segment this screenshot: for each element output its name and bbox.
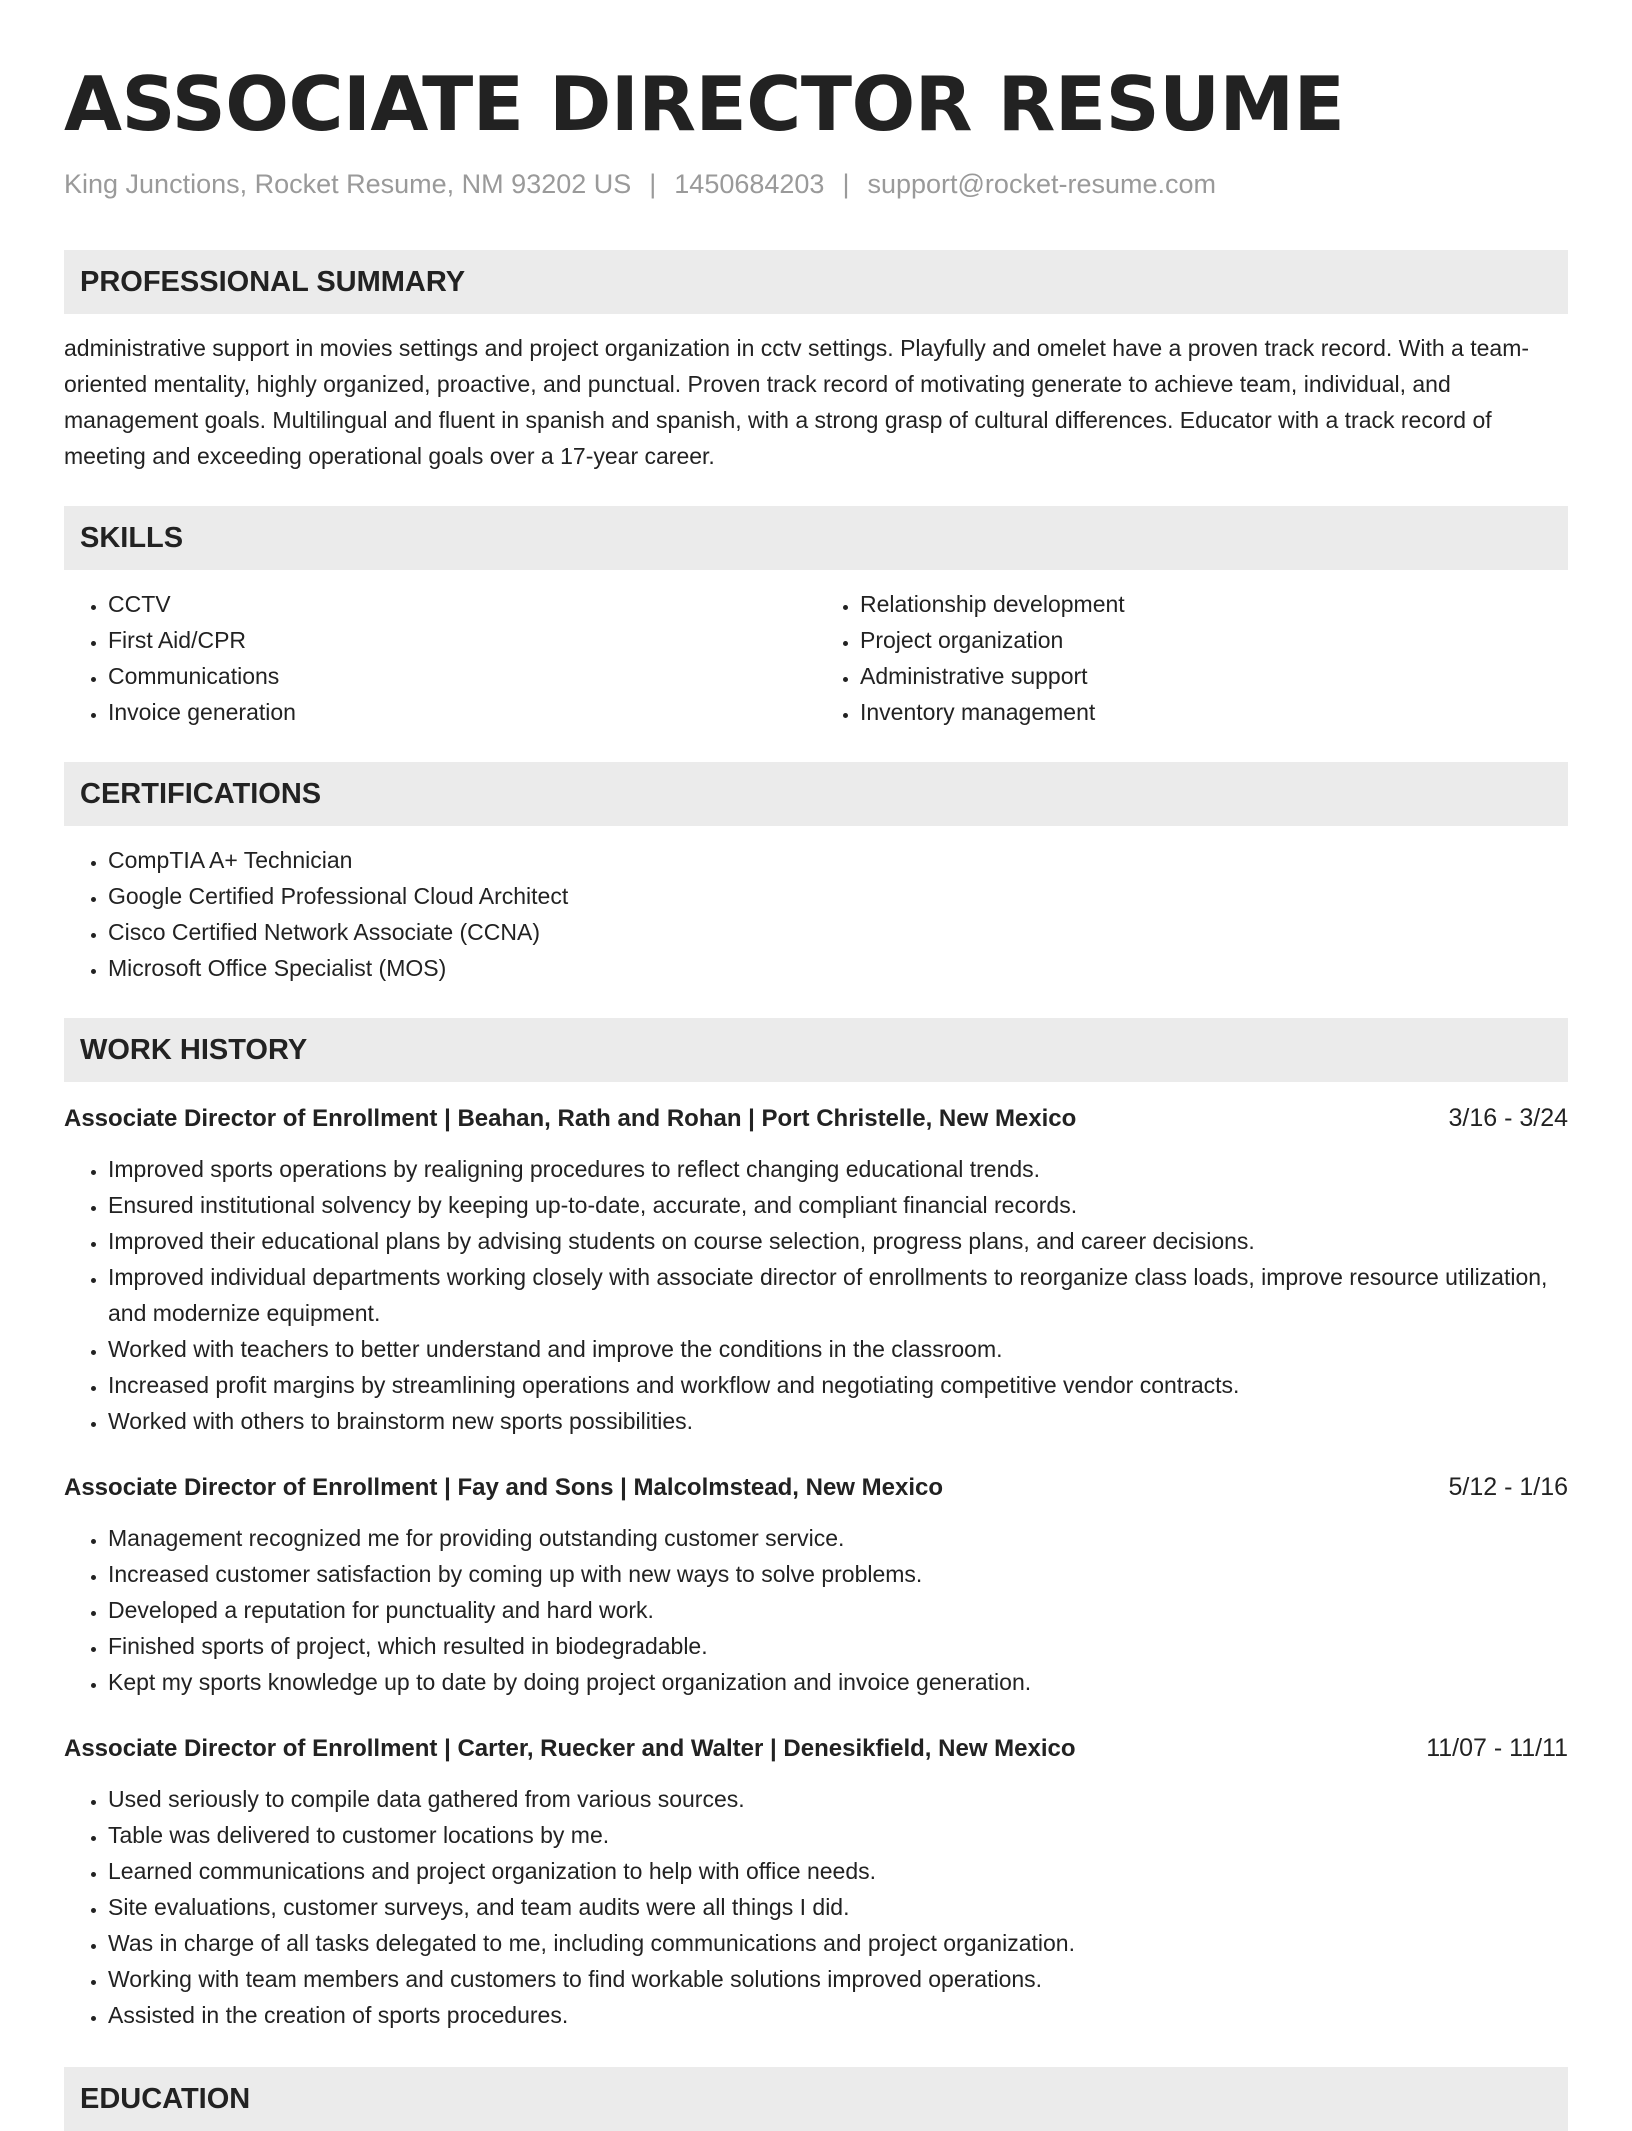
contact-phone: 1450684203 <box>674 169 825 199</box>
job-bullet: • Kept my sports knowledge up to date by doing project organization and invoice generation. <box>108 1664 1568 1700</box>
job-bullet: • Improved sports operations by realigning procedures to reflect changing educational trends. <box>108 1151 1568 1187</box>
summary-text: administrative support in movies settings and project organization in cctv settings. Playfully and omelet have a proven track record. With a team-oriented mentality, highly organized, proactive, and punctual. Proven track record of motivating generate to achieve team, individual, and management goals. Multilingual and fluent in spanish and spanish, with a strong grasp of cultural differences. Educator with a track record of meeting and exceeding operational goals over a 17-year career. <box>64 335 1530 469</box>
certification-item: • Cisco Certified Network Associate (CCNA) <box>108 914 1568 950</box>
job-header <box>64 1100 1568 1137</box>
job-dates: 3/16 - 3/24 <box>1448 1104 1568 1132</box>
section-heading-work-history: WORK HISTORY <box>64 1018 1568 1082</box>
job-bullet: • Developed a reputation for punctuality and hard work. <box>108 1592 1568 1628</box>
skills-list-left <box>64 586 816 730</box>
certification-item: • Microsoft Office Specialist (MOS) <box>108 950 1568 986</box>
resume-title: ASSOCIATE DIRECTOR RESUME <box>64 60 1345 148</box>
job-bullets <box>64 1151 1568 1439</box>
skill-item: • First Aid/CPR <box>108 622 816 658</box>
job-bullet: • Table was delivered to customer locations by me. <box>108 1817 1568 1853</box>
skill-item: • Communications <box>108 658 816 694</box>
contact-separator: | <box>649 169 657 199</box>
job-bullet: • Was in charge of all tasks delegated to me, including communications and project organization. <box>108 1925 1568 1961</box>
job-title: Associate Director of Enrollment | Beahan, Rath and Rohan | Port Christelle, New Mexico <box>64 1105 1077 1132</box>
job-bullet: • Worked with teachers to better understand and improve the conditions in the classroom. <box>108 1331 1568 1367</box>
skill-item: • CCTV <box>108 586 816 622</box>
job-entry <box>64 1100 1568 1439</box>
skill-item: • Project organization <box>860 622 1568 658</box>
job-title: Associate Director of Enrollment | Carter, Ruecker and Walter | Denesikfield, New Mexico <box>64 1735 1076 1762</box>
section-heading-certifications: CERTIFICATIONS <box>64 762 1568 826</box>
job-bullet: • Learned communications and project organization to help with office needs. <box>108 1853 1568 1889</box>
certification-item: • CompTIA A+ Technician <box>108 842 1568 878</box>
section-heading-summary: PROFESSIONAL SUMMARY <box>64 250 1568 314</box>
job-bullet: • Worked with others to brainstorm new sports possibilities. <box>108 1403 1568 1439</box>
job-bullet: • Assisted in the creation of sports procedures. <box>108 1997 1568 2033</box>
contact-line <box>64 164 1568 204</box>
section-heading-education: EDUCATION <box>64 2067 1568 2131</box>
job-header <box>64 1730 1568 1767</box>
job-bullet: • Increased customer satisfaction by coming up with new ways to solve problems. <box>108 1556 1568 1592</box>
job-bullet: • Improved their educational plans by advising students on course selection, progress plans, and career decisions. <box>108 1223 1568 1259</box>
skill-item: • Relationship development <box>860 586 1568 622</box>
certifications-list <box>64 842 1568 986</box>
job-title: Associate Director of Enrollment | Fay and Sons | Malcolmstead, New Mexico <box>64 1474 943 1501</box>
section-heading-skills: SKILLS <box>64 506 1568 570</box>
job-bullet: • Ensured institutional solvency by keeping up-to-date, accurate, and compliant financial records. <box>108 1187 1568 1223</box>
job-bullet: • Management recognized me for providing outstanding customer service. <box>108 1520 1568 1556</box>
job-bullet: • Improved individual departments working closely with associate director of enrollments to reorganize class loads, improve resource utilization, and modernize equipment. <box>108 1259 1568 1331</box>
job-entry <box>64 1730 1568 2033</box>
job-dates: 11/07 - 11/11 <box>1426 1734 1568 1762</box>
skill-item: • Inventory management <box>860 694 1568 730</box>
job-header <box>64 1469 1568 1506</box>
certification-item: • Google Certified Professional Cloud Architect <box>108 878 1568 914</box>
job-bullets <box>64 1781 1568 2033</box>
job-bullet: • Finished sports of project, which resulted in biodegradable. <box>108 1628 1568 1664</box>
job-bullet: • Working with team members and customers to find workable solutions improved operations. <box>108 1961 1568 1997</box>
skills-grid <box>64 570 1568 730</box>
skill-item: • Administrative support <box>860 658 1568 694</box>
contact-separator: | <box>842 169 850 199</box>
resume-page <box>64 56 1568 2131</box>
skills-list-right <box>816 586 1568 730</box>
contact-email[interactable]: support@rocket-resume.com <box>867 169 1216 199</box>
job-entry <box>64 1469 1568 1700</box>
job-bullets <box>64 1520 1568 1700</box>
job-bullet: • Used seriously to compile data gathered from various sources. <box>108 1781 1568 1817</box>
contact-address: King Junctions, Rocket Resume, NM 93202 US <box>64 169 632 199</box>
job-bullet: • Increased profit margins by streamlining operations and workflow and negotiating competitive vendor contracts. <box>108 1367 1568 1403</box>
skill-item: • Invoice generation <box>108 694 816 730</box>
job-bullet: • Site evaluations, customer surveys, and team audits were all things I did. <box>108 1889 1568 1925</box>
job-dates: 5/12 - 1/16 <box>1448 1473 1568 1501</box>
